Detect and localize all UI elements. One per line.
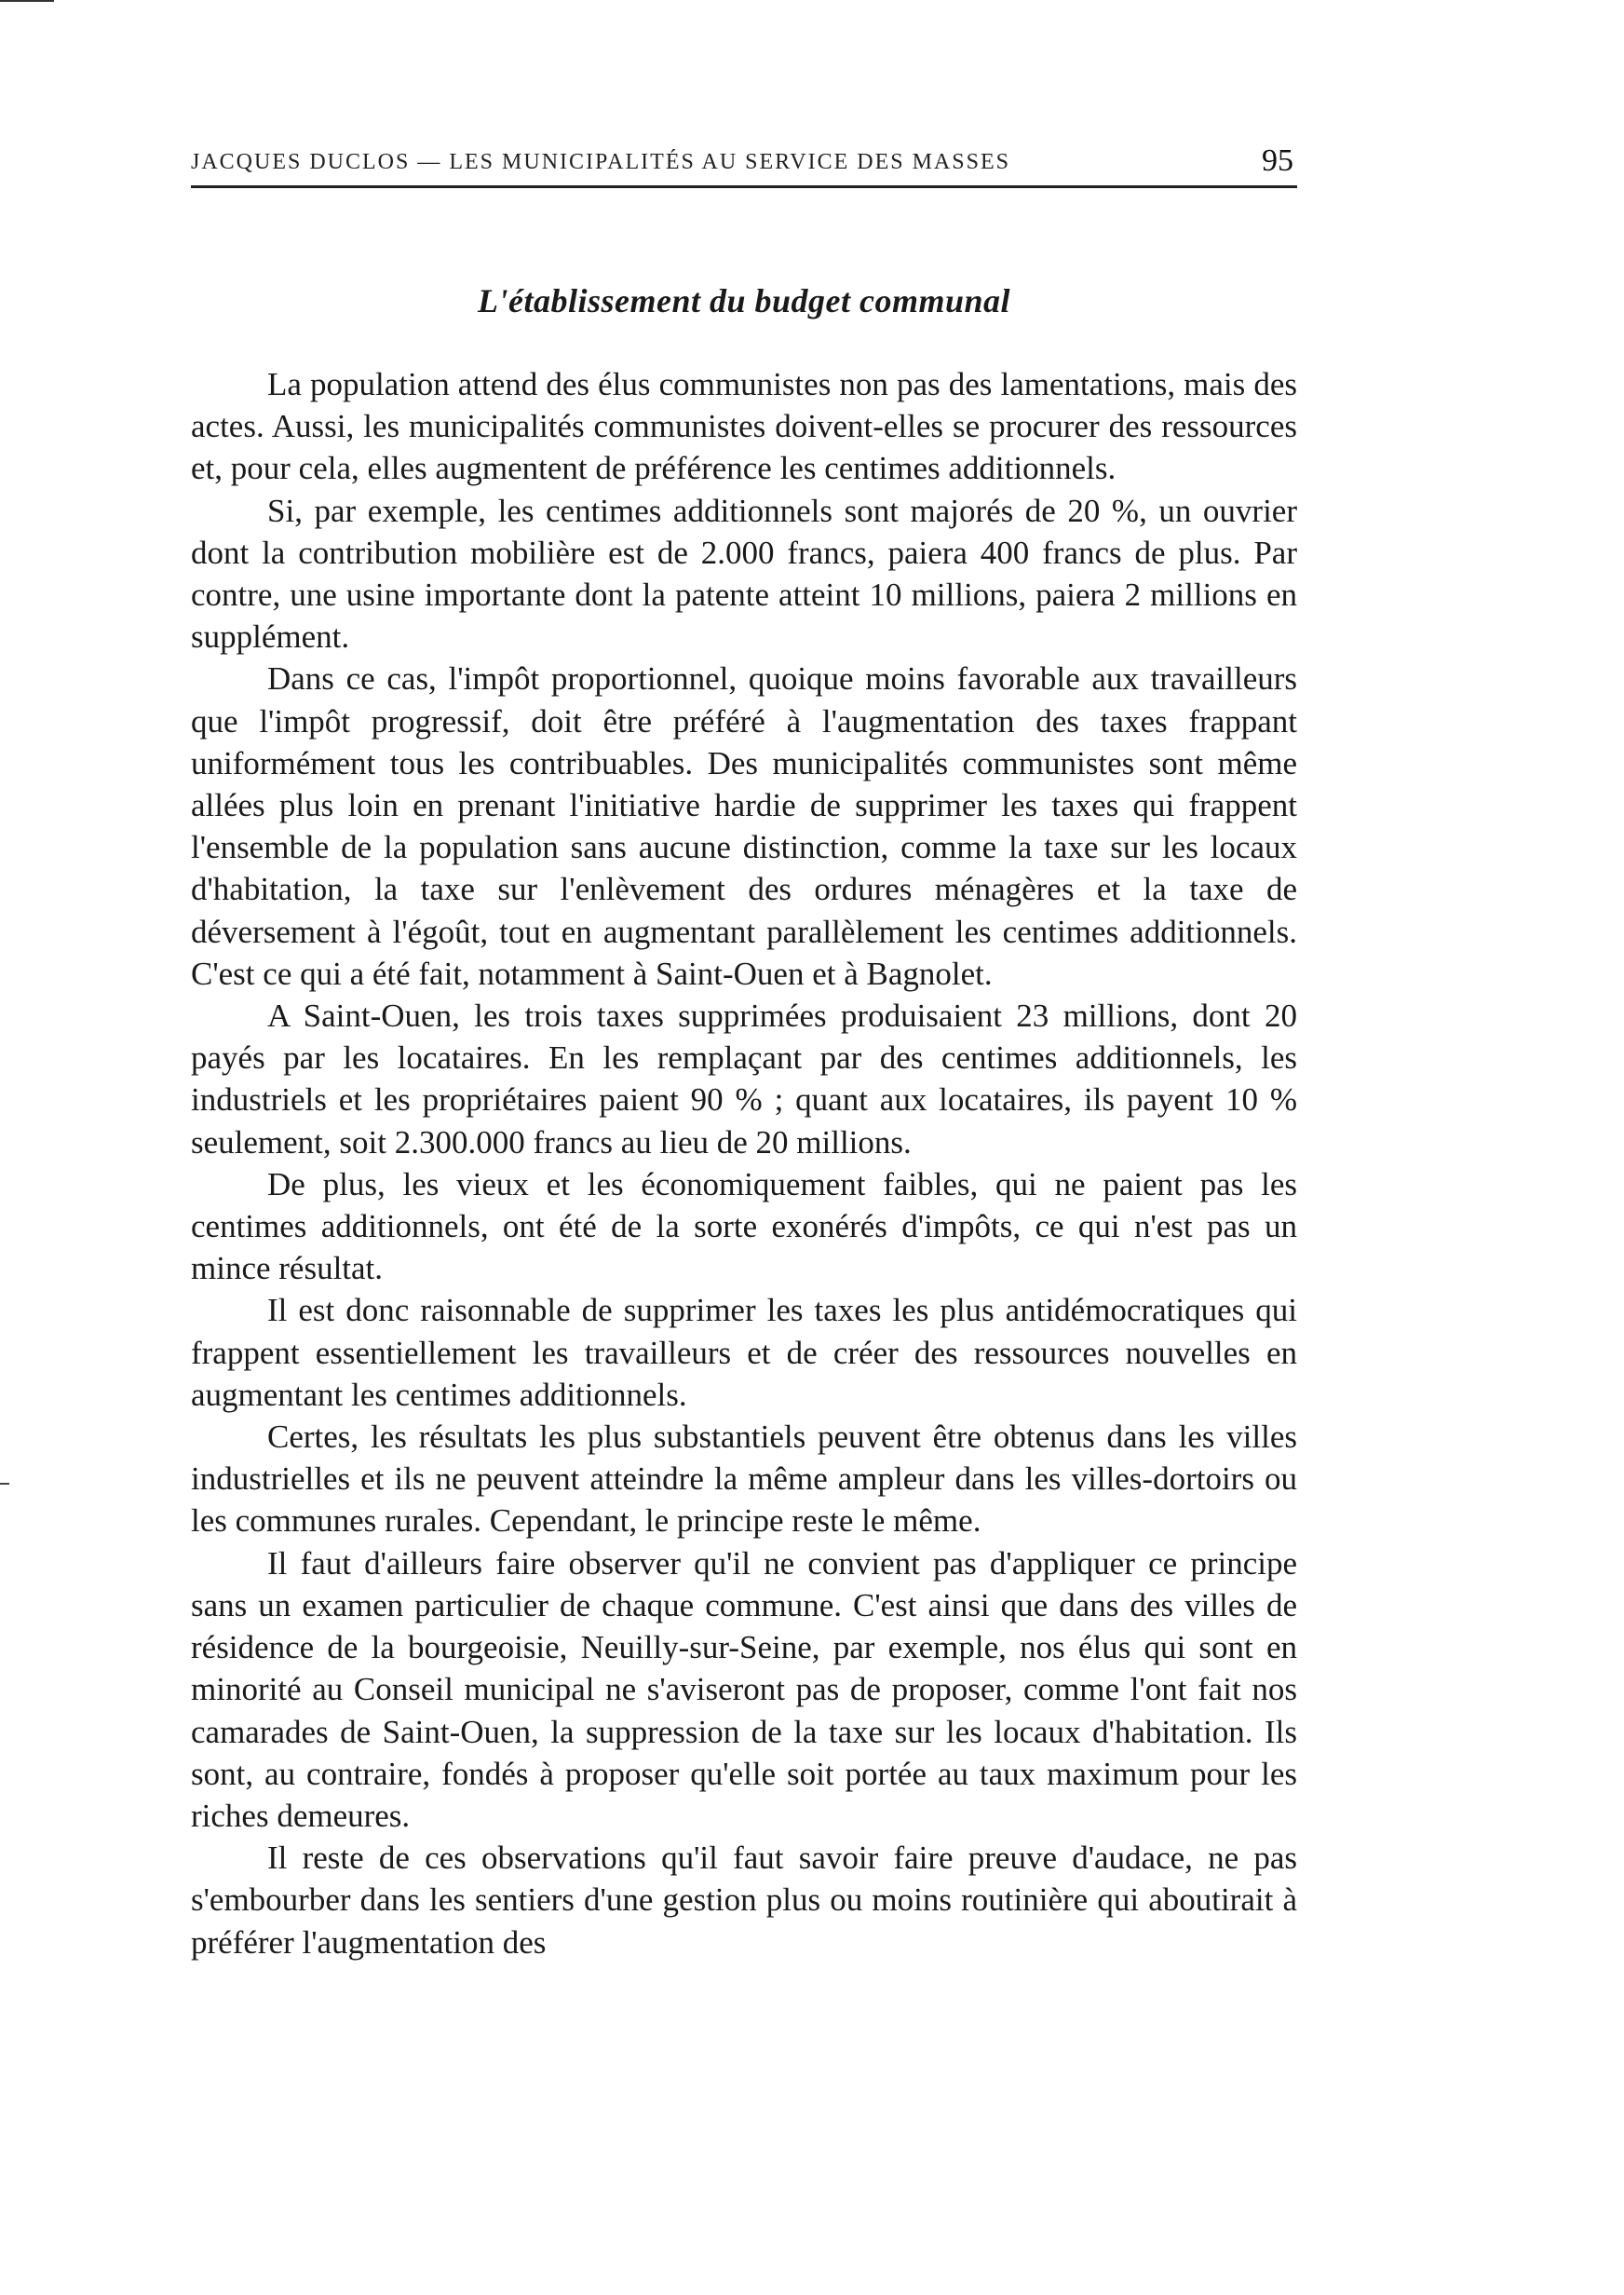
- paragraph: A Saint-Ouen, les trois taxes supprimées produisaient 23 millions, dont 20 payés par les locataires. En les remplaçant par des centimes additionnels, les industriels et les propriétaires paient 90 % ; quant aux locataires, ils payent 10 % seulement, soit 2.300.000 francs au lieu de 20 millions.: [191, 998, 1297, 1161]
- paragraph: Il est donc raisonnable de supprimer les taxes les plus antidémocratiques qui frappent essentiellement les travailleurs et de créer des ressources nouvelles en augmentant les centimes additionnels.: [191, 1292, 1297, 1413]
- scan-edge-mark: [0, 0, 54, 2]
- section-title: L'établissement du budget communal: [477, 282, 1011, 319]
- paragraph: De plus, les vieux et les économiquement faibles, qui ne paient pas les centimes additionnels, ont été de la sorte exonérés d'impôts, ce qui n'est pas un mince résultat.: [191, 1165, 1297, 1287]
- paragraph: Il faut d'ailleurs faire observer qu'il ne convient pas d'appliquer ce principe sans un examen particulier de chaque commune. C'est ainsi que dans des villes de résidence de la bourgeoisie, Neuilly-sur-Seine, par exemple, nos élus qui sont en minorité au Conseil municipal ne s'aviseront pas de proposer, comme l'ont fait nos camarades de Saint-Ouen, la suppression de la taxe sur les locaux d'habitation. Ils sont, au contraire, fondés à proposer qu'elle soit portée au taux maximum pour les riches demeures.: [191, 1544, 1297, 1834]
- paragraph: Dans ce cas, l'impôt proportionnel, quoique moins favorable aux travailleurs que l'impôt progressif, doit être préféré à l'augmentation des taxes frappant uniformément tous les contribuables. Des municipalités communistes sont même allées plus loin en prenant l'initiative hardie de supprimer les taxes qui frappent l'ensemble de la population sans aucune distinction, comme la taxe sur les locaux d'habitation, la taxe sur l'enlèvement des ordures ménagères et la taxe de déversement à l'égoût, tout en augmentant parallèlement les centimes additionnels. C'est ce qui a été fait, notamment à Saint-Ouen et à Bagnolet.: [191, 660, 1297, 992]
- scan-margin-mark: [0, 1483, 9, 1485]
- page-header: [191, 142, 1297, 188]
- paragraph: La population attend des élus communistes non pas des lamentations, mais des actes. Aussi, les municipalités communistes doivent-elles se procurer des ressources et, pour cela, elles augmentent de préférence les centimes additionnels.: [191, 366, 1297, 487]
- paragraph: Il reste de ces observations qu'il faut savoir faire preuve d'audace, ne pas s'embourber dans les sentiers d'une gestion plus ou moins routinière qui aboutirait à préférer l'augmentation des: [191, 1840, 1297, 1961]
- running-head: JACQUES DUCLOS — LES MUNICIPALITÉS AU SERVICE DES MASSES: [191, 150, 1010, 174]
- header-rule: [191, 185, 1297, 188]
- paragraph: Si, par exemple, les centimes additionnels sont majorés de 20 %, un ouvrier dont la contribution mobilière est de 2.000 francs, paiera 400 francs de plus. Par contre, une usine importante dont la patente atteint 10 millions, paiera 2 millions en supplément.: [191, 492, 1297, 656]
- body-text: [191, 363, 1297, 1963]
- paragraph: Certes, les résultats les plus substantiels peuvent être obtenus dans les villes industrielles et ils ne peuvent atteindre la même ampleur dans les villes-dortoirs ou les communes rurales. Cependant, le principe reste le même.: [191, 1419, 1297, 1540]
- page-number: 95: [1262, 143, 1293, 178]
